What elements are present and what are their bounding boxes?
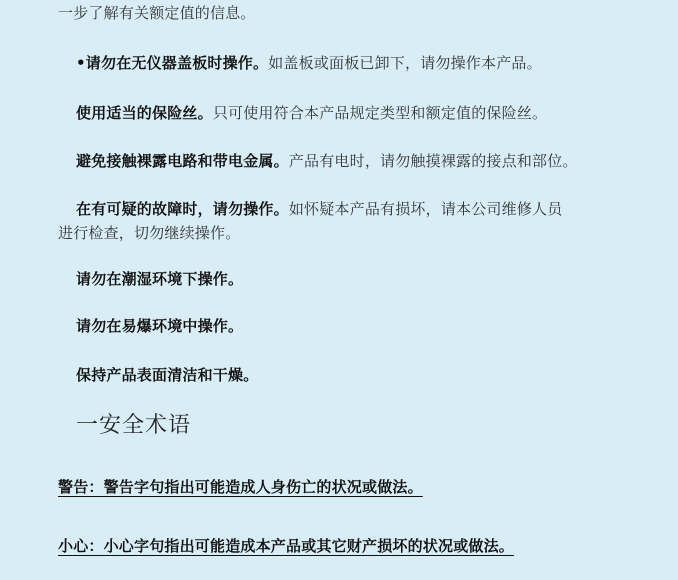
section-heading: 一安全术语 xyxy=(76,413,192,438)
warning-term: 警告：警告字句指出可能造成人身伤亡的状况或做法。 xyxy=(58,478,423,496)
safety-item xyxy=(76,52,542,74)
safety-item-title: 避免接触裸露电路和带电金属。 xyxy=(76,152,289,170)
safety-item-text: 如盖板或面板已卸下，请勿操作本产品。 xyxy=(268,54,542,72)
safety-item-continuation: 进行检查，切勿继续操作。 xyxy=(58,224,241,242)
safety-item-title: 使用适当的保险丝。 xyxy=(76,104,213,122)
safety-item-title: •请勿在无仪器盖板时操作。 xyxy=(76,54,269,72)
safety-item-title: 在有可疑的故障时，请勿操作。 xyxy=(76,200,289,218)
safety-item xyxy=(76,150,578,172)
safety-item-title: 请勿在潮湿环境下操作。 xyxy=(76,270,244,288)
safety-item xyxy=(76,102,547,124)
safety-item xyxy=(76,198,562,220)
safety-item-text: 如怀疑本产品有损坏，请本公司维修人员 xyxy=(288,200,563,218)
caution-term: 小心：小心字句指出可能造成本产品或其它财产损坏的状况或做法。 xyxy=(58,537,515,555)
intro-fragment: 一步了解有关额定值的信息。 xyxy=(58,4,256,22)
safety-item-text: 产品有电时，请勿触摸裸露的接点和部位。 xyxy=(288,152,578,170)
safety-item-title: 保持产品表面清洁和干燥。 xyxy=(76,366,259,384)
safety-item-text: 只可使用符合本产品规定类型和额定值的保险丝。 xyxy=(212,104,548,122)
safety-item-title: 请勿在易爆环境中操作。 xyxy=(76,317,244,335)
